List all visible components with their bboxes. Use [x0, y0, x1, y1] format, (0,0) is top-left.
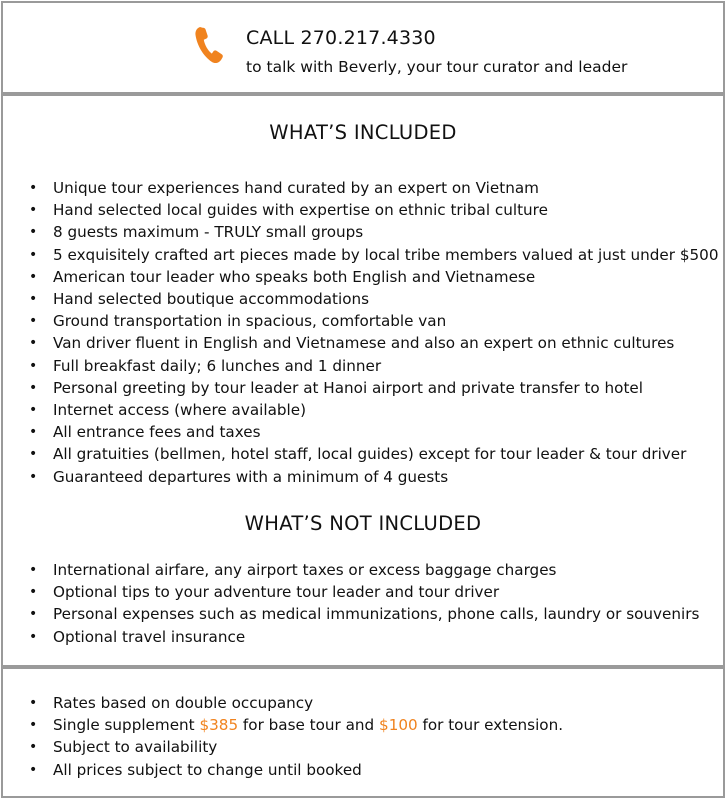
rates-item-occupancy: • Rates based on double occupancy [29, 692, 563, 714]
rates-item-availability: • Subject to availability [29, 736, 563, 758]
included-item: • Full breakfast daily; 6 lunches and 1 dinner [29, 355, 718, 377]
included-list [29, 177, 718, 488]
not-included-item: • Optional travel insurance [29, 626, 699, 648]
included-item: • Unique tour experiences hand curated by an expert on Vietnam [29, 177, 718, 199]
rates-item-price-change: • All prices subject to change until booked [29, 759, 563, 781]
call-subtext: to talk with Beverly, your tour curator and leader [246, 58, 628, 76]
base-tour-price: $385 [199, 716, 239, 735]
rates-item-single-supplement [29, 714, 563, 736]
not-included-item: • Personal expenses such as medical immunizations, phone calls, laundry or souvenirs [29, 603, 699, 625]
phone-icon [193, 25, 225, 65]
included-item: • Personal greeting by tour leader at Hanoi airport and private transfer to hotel [29, 377, 718, 399]
contact-box [1, 1, 725, 94]
included-item: • 8 guests maximum - TRULY small groups [29, 221, 718, 243]
included-item: • Hand selected local guides with expertise on ethnic tribal culture [29, 199, 718, 221]
not-included-item: • International airfare, any airport taxes or excess baggage charges [29, 559, 699, 581]
single-supplement-middle: for base tour and [238, 716, 380, 735]
rates-box [1, 667, 725, 798]
not-included-item: • Optional tips to your adventure tour leader and tour driver [29, 581, 699, 603]
included-heading: WHAT’S INCLUDED [269, 121, 457, 144]
single-supplement-suffix: for tour extension. [417, 716, 564, 735]
included-item: • Guaranteed departures with a minimum of 4 guests [29, 466, 718, 488]
included-item: • American tour leader who speaks both English and Vietnamese [29, 266, 718, 288]
included-item: • Van driver fluent in English and Vietnamese and also an expert on ethnic cultures [29, 332, 718, 354]
included-item: • 5 exquisitely crafted art pieces made by local tribe members valued at just under $500 [29, 244, 718, 266]
included-item: • Ground transportation in spacious, comfortable van [29, 310, 718, 332]
included-item: • All entrance fees and taxes [29, 421, 718, 443]
not-included-list [29, 559, 699, 648]
single-supplement-prefix: Single supplement [53, 716, 200, 735]
not-included-heading: WHAT’S NOT INCLUDED [244, 512, 482, 535]
rates-list [29, 692, 563, 781]
included-item: • All gratuities (bellmen, hotel staff, local guides) except for tour leader & tour driver [29, 443, 718, 465]
included-item: • Internet access (where available) [29, 399, 718, 421]
inclusions-box [1, 94, 725, 667]
call-phone-number[interactable]: CALL 270.217.4330 [246, 27, 436, 49]
included-item: • Hand selected boutique accommodations [29, 288, 718, 310]
tour-extension-price: $100 [379, 716, 418, 735]
